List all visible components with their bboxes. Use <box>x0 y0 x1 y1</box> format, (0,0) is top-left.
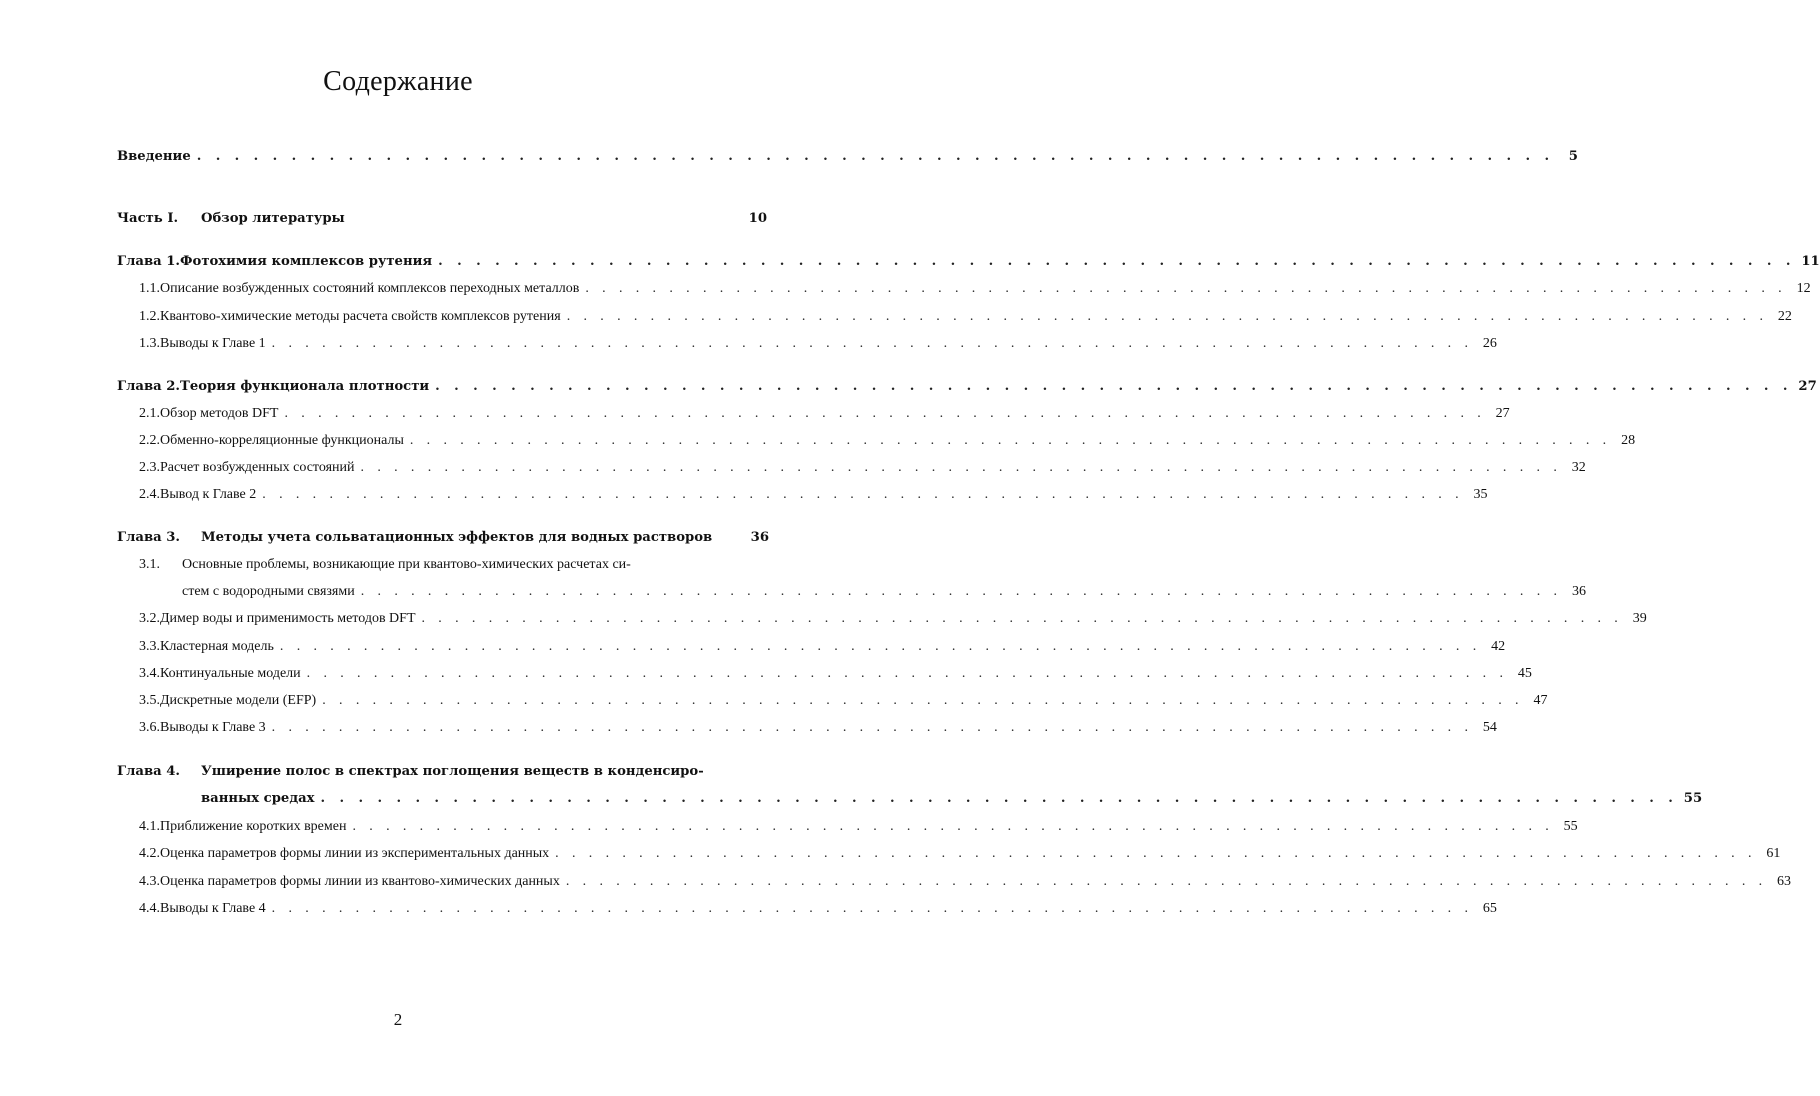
toc-entry-page: 54 <box>1482 720 1497 735</box>
toc-section[interactable] <box>139 717 1497 739</box>
toc-entry-page: 27 <box>1495 406 1510 421</box>
toc-entry-title: Уширение полос в спектрах поглощения веществ в конденсиро- <box>201 764 704 779</box>
toc-leader: . . . . . . . . . . . . . . . . . . . . . . . . . . . . . . . . . . . . . . . . . . . . . . . . . . . . . . . . . . . . . . . . . . . . . . . . <box>322 693 1524 708</box>
toc-entry-number: 3.4. <box>139 666 160 681</box>
toc-entry-title: Фотохимия комплексов рутения <box>180 254 433 269</box>
toc-entry-page: 22 <box>1777 309 1792 324</box>
toc-entry-number: Глава 3. <box>117 530 181 545</box>
toc-section[interactable] <box>139 457 1586 479</box>
toc-leader: . . . . . . . . . . . . . . . . . . . . . . . . . . . . . . . . . . . . . . . . . . . . . . . . . . . . . . . . . . . . . . . . . . . . . . . . <box>284 406 1486 421</box>
toc-leader: . . . . . . . . . . . . . . . . . . . . . . . . . . . . . . . . . . . . . . . . . . . . . . . . . . . . . . . . . . . . . . . . . . . . . . . . <box>438 254 1796 269</box>
toc-entry-title: Оценка параметров формы линии из экспериментальных данных <box>160 846 550 861</box>
toc-section[interactable] <box>139 608 1647 630</box>
toc-section[interactable] <box>139 663 1532 685</box>
toc-entry-page: 47 <box>1533 693 1548 708</box>
toc-entry-number: 3.5. <box>139 693 160 708</box>
toc-section[interactable] <box>139 306 1792 328</box>
toc-section[interactable] <box>139 403 1510 425</box>
toc-entry-title: Обзор методов DFT <box>160 406 279 421</box>
toc-entry-page: 45 <box>1517 666 1532 681</box>
toc-entry-number: Часть I. <box>117 211 179 226</box>
toc-entry-title: Континуальные модели <box>160 666 301 681</box>
toc-entry-title: Выводы к Главе 1 <box>160 336 266 351</box>
toc-entry-title: Выводы к Главе 3 <box>160 720 266 735</box>
toc-leader: . . . . . . . . . . . . . . . . . . . . . . . . . . . . . . . . . . . . . . . . . . . . . . . . . . . . . . . . . . . . . . . . . . . . . . . . <box>585 281 1787 296</box>
toc-entry-page: 12 <box>1796 281 1811 296</box>
toc-leader: . . . . . . . . . . . . . . . . . . . . . . . . . . . . . . . . . . . . . . . . . . . . . . . . . . . . . . . . . . . . . . . . . . . . . . . . <box>279 639 1482 654</box>
toc-section[interactable] <box>139 690 1548 712</box>
toc-entry-number: Глава 1. <box>117 254 181 269</box>
toc-entry-number: Глава 4. <box>117 764 181 779</box>
toc-entry-page: 36 <box>750 530 769 545</box>
toc-leader: . . . . . . . . . . . . . . . . . . . . . . . . . . . . . . . . . . . . . . . . . . . . . . . . . . . . . . . . . . . . . . . . . . . . . . . . <box>271 901 1473 916</box>
toc-entry-number: 3.3. <box>139 639 160 654</box>
toc-leader: . . . . . . . . . . . . . . . . . . . . . . . . . . . . . . . . . . . . . . . . . . . . . . . . . . . . . . . . . . . . . . . . . . . . . . . . <box>360 584 1562 599</box>
toc-entry-title: Димер воды и применимость методов DFT <box>160 611 416 626</box>
toc-entry-number: 4.2. <box>139 846 160 861</box>
toc-leader: . . . . . . . . . . . . . . . . . . . . . . . . . . . . . . . . . . . . . . . . . . . . . . . . . . . . . . . . . . . . . . . . . . . . . . . . <box>555 846 1757 861</box>
toc-leader: . . . . . . . . . . . . . . . . . . . . . . . . . . . . . . . . . . . . . . . . . . . . . . . . . . . . . . . . . . . . . . . . . . . . . . . . <box>565 874 1768 889</box>
toc-entry-page: 65 <box>1482 901 1497 916</box>
toc-entry-page: 5 <box>1568 149 1578 164</box>
toc-entry-page: 35 <box>1473 487 1488 502</box>
toc-leader: . . . . . . . . . . . . . . . . . . . . . . . . . . . . . . . . . . . . . . . . . . . . . . . . . . . . . . . . . . . . . . . . . . . . . . . . <box>566 309 1768 324</box>
toc-entry-number: 3.6. <box>139 720 160 735</box>
toc-leader: . . . . . . . . . . . . . . . . . . . . . . . . . . . . . . . . . . . . . . . . . . . . . . . . . . . . . . . . . . . . . . . . . . . . . . . . <box>352 819 1554 834</box>
toc-entry-page: 63 <box>1777 874 1792 889</box>
toc-entry-number: 4.1. <box>139 819 160 834</box>
toc-section[interactable] <box>139 430 1636 452</box>
toc-section[interactable] <box>139 871 1792 893</box>
toc-section[interactable] <box>139 484 1488 506</box>
toc-chapter-2[interactable] <box>117 376 1817 398</box>
toc-entry-title: стем с водородными связями <box>182 584 355 599</box>
toc-entry-number: 2.3. <box>139 460 160 475</box>
toc-entry-title: Кластерная модель <box>160 639 274 654</box>
toc-entry-number: 2.4. <box>139 487 160 502</box>
toc-section[interactable] <box>139 898 1497 920</box>
toc-entry-part1[interactable] <box>117 208 767 230</box>
toc-entry-page: 61 <box>1766 846 1781 861</box>
toc-leader: . . . . . . . . . . . . . . . . . . . . . . . . . . . . . . . . . . . . . . . . . . . . . . . . . . . . . . . . . . . . . . . . . . . . . . . . <box>306 666 1508 681</box>
toc-entry-title: Расчет возбужденных состояний <box>160 460 355 475</box>
toc-leader: . . . . . . . . . . . . . . . . . . . . . . . . . . . . . . . . . . . . . . . . . . . . . . . . . . . . . . . . . . . . . . . . . . . . . . . . <box>360 460 1562 475</box>
toc-chapter-4-continuation[interactable] <box>201 788 1703 810</box>
toc-entry-page: 32 <box>1571 460 1586 475</box>
toc-entry-page: 42 <box>1491 639 1506 654</box>
toc-entry-title: Обзор литературы <box>201 211 345 226</box>
toc-entry-page: 39 <box>1632 611 1647 626</box>
toc-entry-title: ванных средах <box>201 791 315 806</box>
toc-entry-number: 2.1. <box>139 406 160 421</box>
toc-entry-number: Глава 2. <box>117 379 181 394</box>
toc-entry-number: 4.3. <box>139 874 160 889</box>
toc-entry-title: Дискретные модели (EFP) <box>160 693 317 708</box>
page-number: 2 <box>393 1010 403 1029</box>
toc-entry-number: 3.2. <box>139 611 160 626</box>
toc-leader: . . . . . . . . . . . . . . . . . . . . . . . . . . . . . . . . . . . . . . . . . . . . . . . . . . . . . . . . . . . . . . . . . . . . . . . . <box>320 791 1678 806</box>
toc-entry-number: 1.1. <box>139 281 160 296</box>
toc-entry-page: 55 <box>1683 791 1703 806</box>
toc-entry-intro[interactable] <box>117 146 1578 168</box>
toc-entry-title: Обменно-корреляционные функционалы <box>160 433 404 448</box>
toc-entry-page: 36 <box>1571 584 1586 599</box>
toc-entry-number: 3.1. <box>139 557 160 572</box>
page-title: Содержание <box>323 66 473 97</box>
toc-chapter-4[interactable] <box>117 761 767 783</box>
toc-entry-number: 1.2. <box>139 309 160 324</box>
toc-entry-title: Оценка параметров формы линии из квантово-химических данных <box>160 874 560 889</box>
toc-entry-title: Описание возбужденных состояний комплексов переходных металлов <box>160 281 580 296</box>
toc-section[interactable] <box>139 278 1811 300</box>
toc-section[interactable] <box>139 843 1781 865</box>
toc-entry-title: Приближение коротких времен <box>160 819 347 834</box>
toc-leader: . . . . . . . . . . . . . . . . . . . . . . . . . . . . . . . . . . . . . . . . . . . . . . . . . . . . . . . . . . . . . . . . . . . . . . . . <box>409 433 1612 448</box>
toc-section-continuation[interactable] <box>182 581 1586 603</box>
toc-section[interactable] <box>139 554 767 576</box>
toc-chapter-3[interactable] <box>117 527 769 549</box>
toc-leader: . . . . . . . . . . . . . . . . . . . . . . . . . . . . . . . . . . . . . . . . . . . . . . . . . . . . . . . . . . . . . . . . . . . . . . . . <box>421 611 1623 626</box>
toc-entry-page: 26 <box>1482 336 1497 351</box>
toc-entry-number: 1.3. <box>139 336 160 351</box>
toc-entry-title: Введение <box>117 149 191 164</box>
toc-entry-page: 27 <box>1798 379 1817 394</box>
toc-section[interactable] <box>139 816 1578 838</box>
toc-leader: . . . . . . . . . . . . . . . . . . . . . . . . . . . . . . . . . . . . . . . . . . . . . . . . . . . . . . . . . . . . . . . . . . . . . . . . <box>262 487 1464 502</box>
toc-entry-number: 4.4. <box>139 901 160 916</box>
toc-leader: . . . . . . . . . . . . . . . . . . . . . . . . . . . . . . . . . . . . . . . . . . . . . . . . . . . . . . . . . . . . . . . . . . . . . . . . <box>196 149 1554 164</box>
toc-entry-title: Основные проблемы, возникающие при квантово-химических расчетах си- <box>182 557 631 572</box>
toc-entry-title: Теория функционала плотности <box>180 379 430 394</box>
toc-entry-page: 55 <box>1563 819 1578 834</box>
toc-entry-title: Методы учета сольватационных эффектов для водных растворов <box>201 530 713 545</box>
toc-chapter-1[interactable] <box>117 251 1820 273</box>
toc-entry-title: Выводы к Главе 4 <box>160 901 266 916</box>
toc-section[interactable] <box>139 636 1506 658</box>
toc-leader: . . . . . . . . . . . . . . . . . . . . . . . . . . . . . . . . . . . . . . . . . . . . . . . . . . . . . . . . . . . . . . . . . . . . . . . . <box>271 720 1473 735</box>
toc-entry-title: Вывод к Главе 2 <box>160 487 257 502</box>
toc-entry-title: Квантово-химические методы расчета свойств комплексов рутения <box>160 309 561 324</box>
toc-section[interactable] <box>139 333 1497 355</box>
toc-entry-page: 10 <box>748 211 767 226</box>
toc-entry-page: 11 <box>1801 254 1820 269</box>
toc-entry-page: 28 <box>1621 433 1636 448</box>
toc-leader: . . . . . . . . . . . . . . . . . . . . . . . . . . . . . . . . . . . . . . . . . . . . . . . . . . . . . . . . . . . . . . . . . . . . . . . . <box>435 379 1793 394</box>
toc-entry-number: 2.2. <box>139 433 160 448</box>
toc-leader: . . . . . . . . . . . . . . . . . . . . . . . . . . . . . . . . . . . . . . . . . . . . . . . . . . . . . . . . . . . . . . . . . . . . . . . . <box>271 336 1473 351</box>
